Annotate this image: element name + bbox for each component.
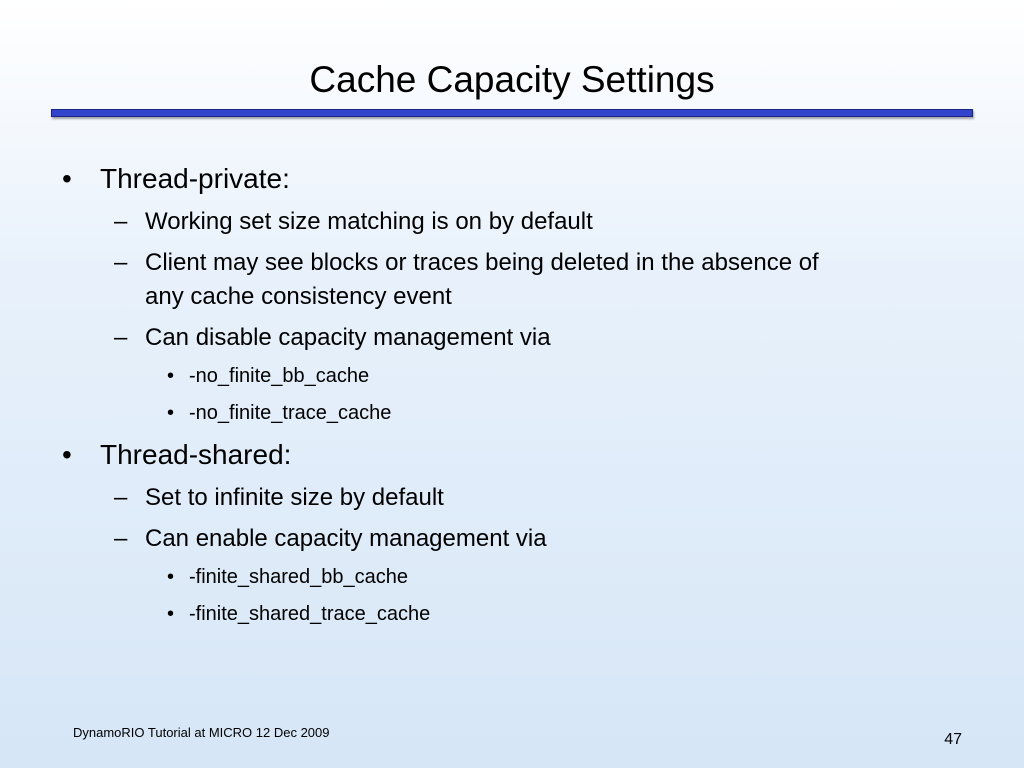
sub-bullet-marker: –: [114, 484, 128, 511]
sub-bullet-marker: –: [114, 208, 128, 235]
option-no-finite-trace-cache: -no_finite_trace_cache: [189, 402, 392, 424]
sub-bullet-marker: –: [114, 249, 128, 276]
option-bullet-marker: •: [167, 566, 175, 588]
title-divider: [51, 109, 973, 117]
bullet-thread-shared: Thread-shared:: [100, 439, 292, 470]
option-finite-shared-trace-cache: -finite_shared_trace_cache: [189, 603, 431, 625]
option-bullet-marker: •: [167, 365, 175, 387]
bullet-marker: •: [62, 439, 72, 470]
page-number: 47: [944, 731, 962, 748]
sub-bullet-marker: –: [114, 525, 128, 552]
sub-bullet-enable-capacity: Can enable capacity management via: [145, 525, 547, 552]
footer-text: DynamoRIO Tutorial at MICRO 12 Dec 2009: [73, 725, 330, 740]
option-finite-shared-bb-cache: -finite_shared_bb_cache: [189, 566, 409, 588]
sub-bullet-disable-capacity: Can disable capacity management via: [145, 324, 551, 351]
sub-bullet-client-deletion-line1: Client may see blocks or traces being deleted in the absence of: [145, 249, 819, 276]
bullet-marker: •: [62, 163, 72, 194]
option-no-finite-bb-cache: -no_finite_bb_cache: [189, 365, 370, 387]
slide-title: Cache Capacity Settings: [309, 59, 715, 100]
option-bullet-marker: •: [167, 603, 175, 625]
sub-bullet-working-set: Working set size matching is on by default: [145, 208, 593, 235]
sub-bullet-marker: –: [114, 324, 128, 351]
bullet-thread-private: Thread-private:: [100, 163, 290, 194]
sub-bullet-infinite-size: Set to infinite size by default: [145, 484, 444, 511]
option-bullet-marker: •: [167, 402, 175, 424]
sub-bullet-client-deletion-line2: any cache consistency event: [145, 283, 452, 310]
